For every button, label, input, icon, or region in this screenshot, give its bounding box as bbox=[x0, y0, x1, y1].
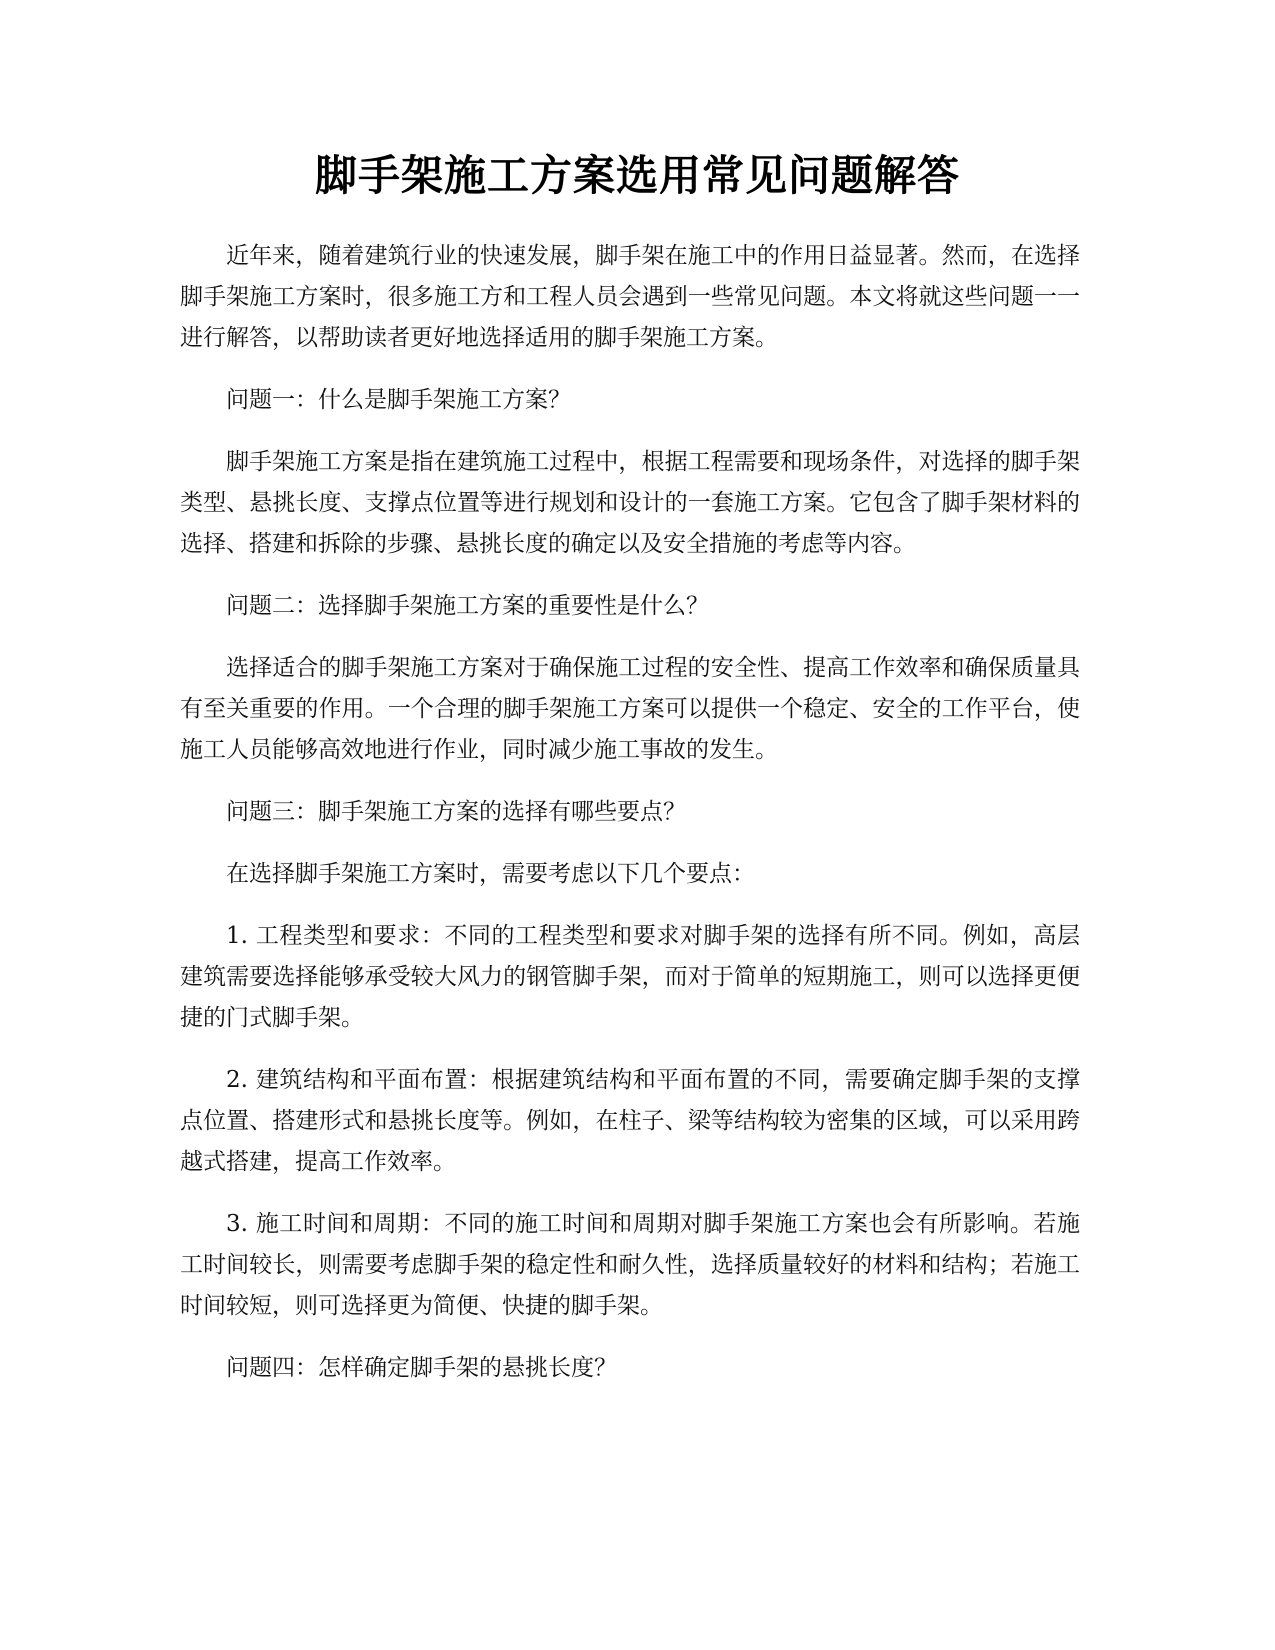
point-1-paragraph: 1. 工程类型和要求：不同的工程类型和要求对脚手架的选择有所不同。例如，高层建筑需要选择能够承受较大风力的钢管脚手架，而对于简单的短期施工，则可以选择更便捷的门式脚手架。 bbox=[180, 923, 1080, 1031]
answer-2-paragraph: 选择适合的脚手架施工方案对于确保施工过程的安全性、提高工作效率和确保质量具有至关重要的作用。一个合理的脚手架施工方案可以提供一个稳定、安全的工作平台，使施工人员能够高效地进行作业，同时减少施工事故的发生。 bbox=[180, 655, 1080, 763]
answer-3-intro: 在选择脚手架施工方案时，需要考虑以下几个要点： bbox=[226, 861, 755, 887]
document-body bbox=[180, 236, 1080, 1410]
question-1-heading: 问题一：什么是脚手架施工方案？ bbox=[226, 387, 571, 413]
document-title: 脚手架施工方案选用常见问题解答 bbox=[314, 151, 960, 200]
point-2-paragraph: 2. 建筑结构和平面布置：根据建筑结构和平面布置的不同，需要确定脚手架的支撑点位置、搭建形式和悬挑长度等。例如，在柱子、梁等结构较为密集的区域，可以采用跨越式搭建，提高工作效率。 bbox=[180, 1067, 1080, 1175]
question-2-heading: 问题二：选择脚手架施工方案的重要性是什么？ bbox=[226, 593, 709, 619]
point-3-paragraph: 3. 施工时间和周期：不同的施工时间和周期对脚手架施工方案也会有所影响。若施工时间较长，则需要考虑脚手架的稳定性和耐久性，选择质量较好的材料和结构；若施工时间较短，则可选择更为简便、快捷的脚手架。 bbox=[180, 1211, 1080, 1319]
answer-1-paragraph: 脚手架施工方案是指在建筑施工过程中，根据工程需要和现场条件，对选择的脚手架类型、悬挑长度、支撑点位置等进行规划和设计的一套施工方案。它包含了脚手架材料的选择、搭建和拆除的步骤、悬挑长度的确定以及安全措施的考虑等内容。 bbox=[180, 449, 1080, 557]
intro-paragraph: 近年来，随着建筑行业的快速发展，脚手架在施工中的作用日益显著。然而，在选择脚手架施工方案时，很多施工方和工程人员会遇到一些常见问题。本文将就这些问题一一进行解答，以帮助读者更好地选择适用的脚手架施工方案。 bbox=[180, 243, 1080, 351]
question-3-heading: 问题三：脚手架施工方案的选择有哪些要点？ bbox=[226, 799, 686, 825]
question-4-heading: 问题四：怎样确定脚手架的悬挑长度？ bbox=[226, 1355, 617, 1381]
